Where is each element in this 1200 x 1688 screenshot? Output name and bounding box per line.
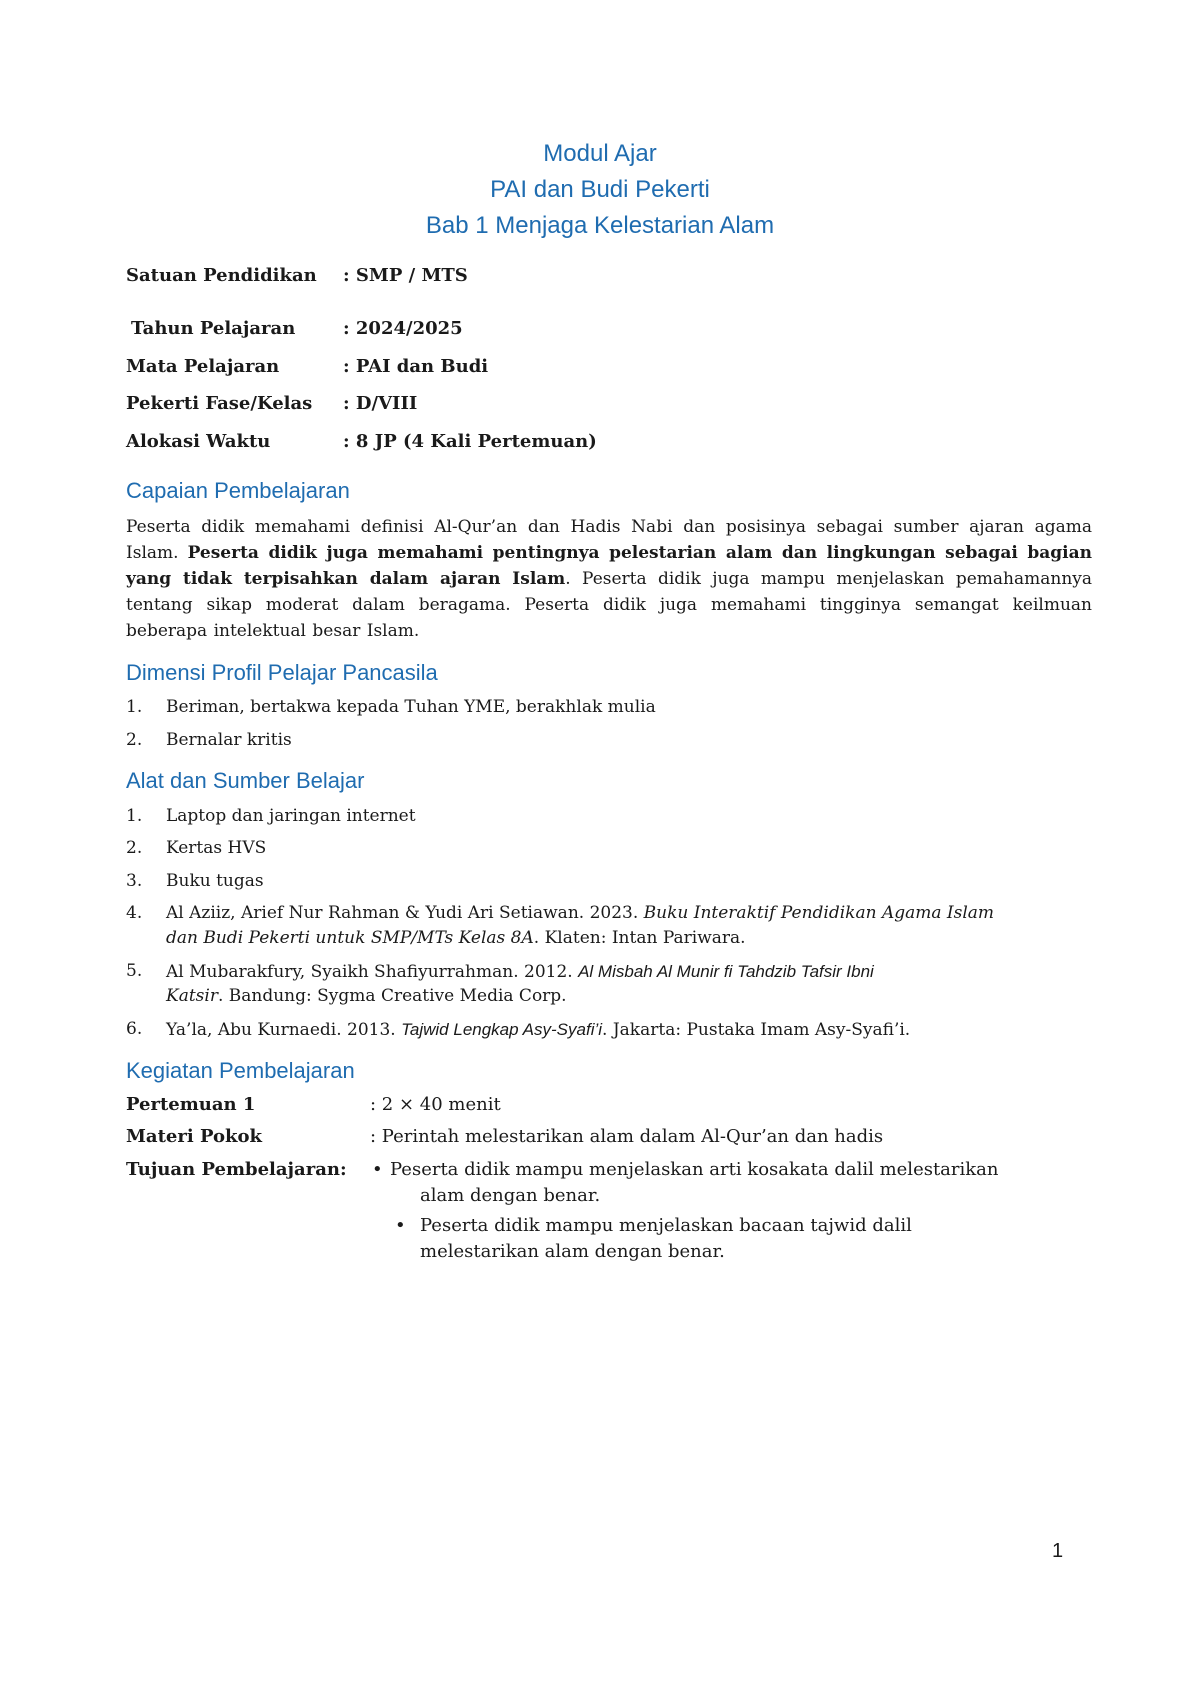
ref-title: Tajwid Lengkap Asy-Syafi’i: [401, 1020, 603, 1039]
profil-num: 2.: [126, 730, 143, 750]
alat-num: 6.: [126, 1019, 143, 1039]
identity-label-mapel: Mata Pelajaran: [126, 356, 280, 377]
profil-item: Beriman, bertakwa kepada Tuhan YME, berakhlak mulia: [166, 697, 656, 717]
alat-num: 2.: [126, 838, 143, 858]
ref-publisher: . Bandung: Sygma Creative Media Corp.: [217, 986, 567, 1006]
alat-item: Buku tugas: [166, 871, 264, 891]
ref-author: Ya’la, Abu Kurnaedi. 2013.: [166, 1020, 402, 1040]
module-title: Modul Ajar: [543, 140, 657, 167]
heading-profil: Dimensi Profil Pelajar Pancasila: [126, 660, 438, 685]
capaian-text-1: Peserta didik memahami definisi Al-Qur’an dan Hadis Nabi dan posisinya sebagai sumber ajaran agama Islam.: [126, 517, 1092, 563]
tujuan-item: Peserta didik mampu menjelaskan bacaan tajwid dalil: [420, 1215, 912, 1236]
alat-reference-line: [166, 901, 994, 926]
profil-item: Bernalar kritis: [166, 730, 292, 750]
ref-publisher: . Klaten: Intan Pariwara.: [533, 928, 746, 948]
ref-title: Buku Interaktif Pendidikan Agama Islam: [643, 903, 995, 923]
materi-value: : Perintah melestarikan alam dalam Al-Qur’an dan hadis: [370, 1126, 884, 1147]
ref-publisher: . Jakarta: Pustaka Imam Asy-Syafi’i.: [602, 1020, 911, 1040]
tujuan-label: Tujuan Pembelajaran:: [126, 1159, 347, 1180]
heading-kegiatan: Kegiatan Pembelajaran: [126, 1058, 355, 1083]
identity-value-fase: : D/VIII: [343, 393, 418, 414]
bullet-icon: •: [395, 1215, 406, 1236]
identity-value-mapel: : PAI dan Budi: [343, 356, 489, 377]
identity-label-fase: Pekerti Fase/Kelas: [126, 393, 313, 414]
ref-title-cont: Katsir: [166, 986, 218, 1006]
materi-label: Materi Pokok: [126, 1126, 262, 1147]
ref-author: Al Mubarakfury, Syaikh Shafiyurrahman. 2012.: [166, 962, 579, 982]
subject-title: PAI dan Budi Pekerti: [490, 176, 710, 203]
heading-capaian: Capaian Pembelajaran: [126, 478, 350, 503]
alat-num: 4.: [126, 903, 143, 923]
alat-reference-line: [166, 984, 567, 1009]
tujuan-item: melestarikan alam dengan benar.: [420, 1241, 725, 1262]
heading-alat: Alat dan Sumber Belajar: [126, 768, 365, 793]
identity-label-tahun: Tahun Pelajaran: [131, 318, 296, 339]
identity-value-satuan: : SMP / MTS: [343, 265, 468, 286]
ref-author: Al Aziiz, Arief Nur Rahman & Yudi Ari Setiawan. 2023.: [166, 903, 644, 923]
chapter-title: Bab 1 Menjaga Kelestarian Alam: [425, 212, 775, 239]
alat-num: 3.: [126, 871, 143, 891]
identity-value-alokasi: : 8 JP (4 Kali Pertemuan): [343, 431, 597, 452]
profil-num: 1.: [126, 697, 143, 717]
alat-reference-line: [166, 959, 874, 985]
alat-reference-line: [166, 1017, 910, 1043]
alat-reference-line: [166, 926, 746, 951]
identity-value-tahun: : 2024/2025: [343, 318, 463, 339]
tujuan-item: alam dengan benar.: [420, 1185, 601, 1206]
tujuan-item: Peserta didik mampu menjelaskan arti kosakata dalil melestarikan: [390, 1159, 999, 1180]
alat-item: Kertas HVS: [166, 838, 267, 858]
identity-label-alokasi: Alokasi Waktu: [126, 431, 271, 452]
pertemuan-label: Pertemuan 1: [126, 1094, 256, 1115]
capaian-text-3: . Peserta didik juga mampu menjelaskan pemahamannya tentang sikap moderat dalam beragama. Peserta didik juga memahami tingginya semangat keilmuan beberapa intelektual besar Islam.: [126, 569, 1093, 641]
pertemuan-value: : 2 × 40 menit: [370, 1094, 501, 1115]
alat-num: 5.: [126, 961, 143, 981]
capaian-paragraph: [126, 514, 1092, 644]
alat-item: Laptop dan jaringan internet: [166, 806, 416, 826]
page-number: 1: [1052, 1540, 1064, 1562]
bullet-icon: •: [372, 1159, 383, 1180]
ref-title: Al Misbah Al Munir fi Tahdzib Tafsir Ibni: [578, 962, 874, 981]
capaian-text-bold: Peserta didik juga memahami pentingnya pelestarian alam dan lingkungan sebagai bagian yang tidak terpisahkan dalam ajaran Islam: [126, 543, 1092, 589]
alat-num: 1.: [126, 806, 143, 826]
identity-label-satuan: Satuan Pendidikan: [126, 265, 317, 286]
ref-title-cont: dan Budi Pekerti untuk SMP/MTs Kelas 8A: [166, 928, 534, 948]
